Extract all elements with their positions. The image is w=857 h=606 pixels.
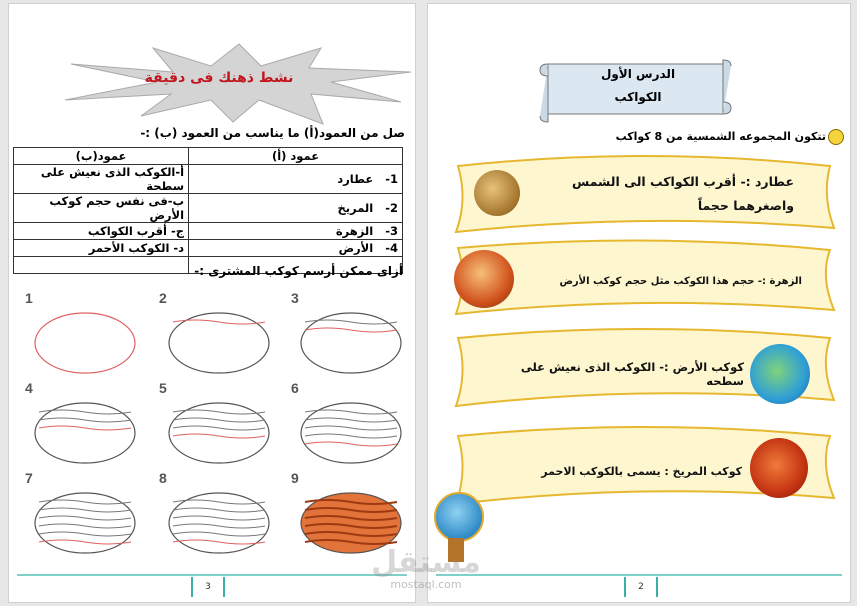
table-header-row (14, 148, 403, 165)
card-venus-line1: الزهرة :- حجم هذا الكوكب مثل حجم كوكب الأرض (559, 276, 802, 287)
lesson-title: الدرس الأول (600, 67, 676, 81)
column-a-header: عمود (أ) (189, 148, 403, 165)
page-number: 3 (191, 577, 225, 597)
table-row (14, 223, 403, 240)
jupiter-step-drawing (165, 400, 273, 466)
jupiter-step-drawing (165, 490, 273, 556)
card-earth-line1: كوكب الأرض :- الكوكب الذى نعيش على سطحه (520, 360, 744, 388)
earth-planet (750, 344, 810, 404)
card-mercury-line2: واصغرهما حجماً (697, 198, 794, 213)
step-number: 7 (25, 470, 33, 486)
jupiter-step-drawing (165, 310, 273, 376)
jupiter-step-drawing (297, 400, 405, 466)
banner-title: نشط ذهنك فى دقيقة (144, 70, 294, 86)
intro-text: تتكون المجموعه الشمسية من 8 كواكب (615, 130, 826, 143)
row-number: 4- (385, 241, 398, 255)
footer-line (17, 574, 407, 576)
table-cell-b: ج- أقرب الكواكب (14, 223, 189, 240)
row-number: 2- (385, 201, 398, 215)
table-cell-a (189, 165, 403, 194)
mercury-planet (474, 170, 520, 216)
table-cell-a (189, 223, 403, 240)
left-page (8, 3, 416, 603)
row-a-value: المريخ (337, 201, 374, 215)
table-row (14, 194, 403, 223)
column-b-header: عمود(ب) (14, 148, 189, 165)
globe-mascot-icon (434, 492, 484, 542)
watermark-logo: مستقل (371, 545, 481, 580)
step-number: 9 (291, 470, 299, 486)
step-number: 1 (25, 290, 33, 306)
table-row (14, 165, 403, 194)
jupiter-step-drawing (297, 310, 405, 376)
table-row (14, 240, 403, 257)
jupiter-step-drawing (31, 310, 139, 376)
step-number: 5 (159, 380, 167, 396)
row-a-value: الأرض (338, 241, 374, 255)
card-mercury-line1: عطارد :- أقرب الكواكب الى الشمس (571, 174, 794, 189)
card-mars-line1: كوكب المريخ : يسمى بالكوكب الاحمر (541, 465, 742, 478)
footer-line (436, 574, 842, 576)
step-number: 8 (159, 470, 167, 486)
row-number: 1- (385, 172, 398, 186)
watermark-url: mostaql.com (390, 578, 462, 591)
smiley-icon (828, 129, 844, 145)
step-number: 2 (159, 290, 167, 306)
table-cell-a (189, 240, 403, 257)
drawing-instruction: أزاى ممكن أرسم كوكب المشترى :- (194, 264, 403, 278)
mars-planet (750, 438, 808, 498)
venus-planet (454, 250, 514, 308)
lesson-subtitle: الكواكب (614, 90, 662, 104)
right-page (427, 3, 851, 603)
step-number: 4 (25, 380, 33, 396)
table-cell-b: أ-الكوكب الذى نعيش على سطحة (14, 165, 189, 194)
table-cell-b: ب-فى نفس حجم كوكب الأرض (14, 194, 189, 223)
row-a-value: عطارد (337, 172, 374, 186)
matching-instruction: صل من العمود(أ) ما يناسب من العمود (ب) :- (140, 126, 405, 140)
step-number: 6 (291, 380, 299, 396)
page-number: 2 (624, 577, 658, 597)
row-number: 3- (385, 224, 398, 238)
table-cell-b: د- الكوكب الأحمر (14, 240, 189, 257)
jupiter-step-drawing (31, 400, 139, 466)
table-cell-a (189, 194, 403, 223)
jupiter-step-drawing (31, 490, 139, 556)
row-a-value: الزهرة (335, 224, 374, 238)
step-number: 3 (291, 290, 299, 306)
matching-table (13, 147, 403, 274)
